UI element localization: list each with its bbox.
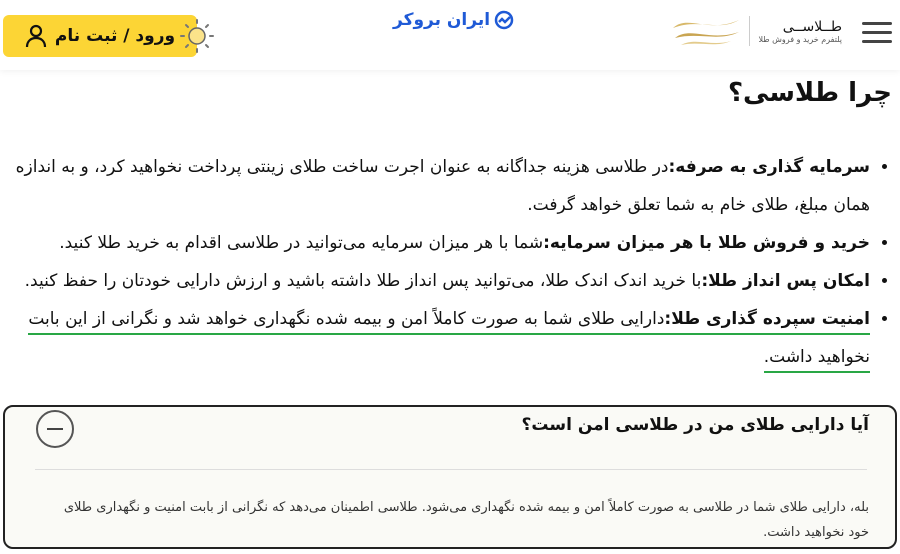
talasi-logo[interactable]: طــلاســی پلتفرم خرید و فروش طلا [671,14,842,48]
user-icon [25,24,47,48]
login-register-button[interactable] [3,15,197,57]
list-item: • امکان پس انداز طلا:با خرید اندک اندک طلا، می‌توانید پس انداز طلا داشته باشید و ارزش دارایی خودتان را حفظ کنید. [12,262,870,300]
list-item: • امنیت سپرده گذاری طلا:دارایی طلای شما به صورت کاملاً امن و بیمه شده نگهداری خواهد شد و نگرانی از این بابت نخواهید داشت. [12,300,870,376]
divider [35,469,867,470]
iranbroker-logo[interactable]: ایران بروکر [393,10,514,30]
page-title: چرا طلاسی؟ [727,78,892,108]
logo-divider [749,16,750,46]
hamburger-menu-icon[interactable] [862,22,892,49]
list-item: • خرید و فروش طلا با هر میزان سرمایه:شما با هر میزان سرمایه می‌توانید در طلاسی اقدام به خرید طلا کنید. [12,224,870,262]
features-list [12,148,892,376]
list-item: • سرمایه گذاری به صرفه:در طلاسی هزینه جداگانه به عنوان اجرت ساخت طلای زینتی پرداخت نخواهید کرد، و به اندازه همان مبلغ، طلای خام به شما تعلق خواهد گرفت. [12,148,870,224]
collapse-minus-icon[interactable] [36,410,74,448]
faq-answer: بله، دارایی طلای شما در طلاسی به صورت کاملاً امن و بیمه شده نگهداری می‌شود. طلاسی اطمینان می‌دهد که نگرانی از بابت امنیت و نگهداری طلای خود نخواهید داشت. [63,500,869,540]
faq-question[interactable]: آیا دارایی طلای من در طلاسی امن است؟ [521,415,869,435]
theme-toggle-sun-icon[interactable] [178,18,216,54]
gold-wave-icon [671,14,741,48]
login-label: ورود / ثبت نام [54,26,176,46]
header [0,0,900,70]
faq-accordion-item [3,405,897,549]
chart-logo-icon [494,10,514,30]
